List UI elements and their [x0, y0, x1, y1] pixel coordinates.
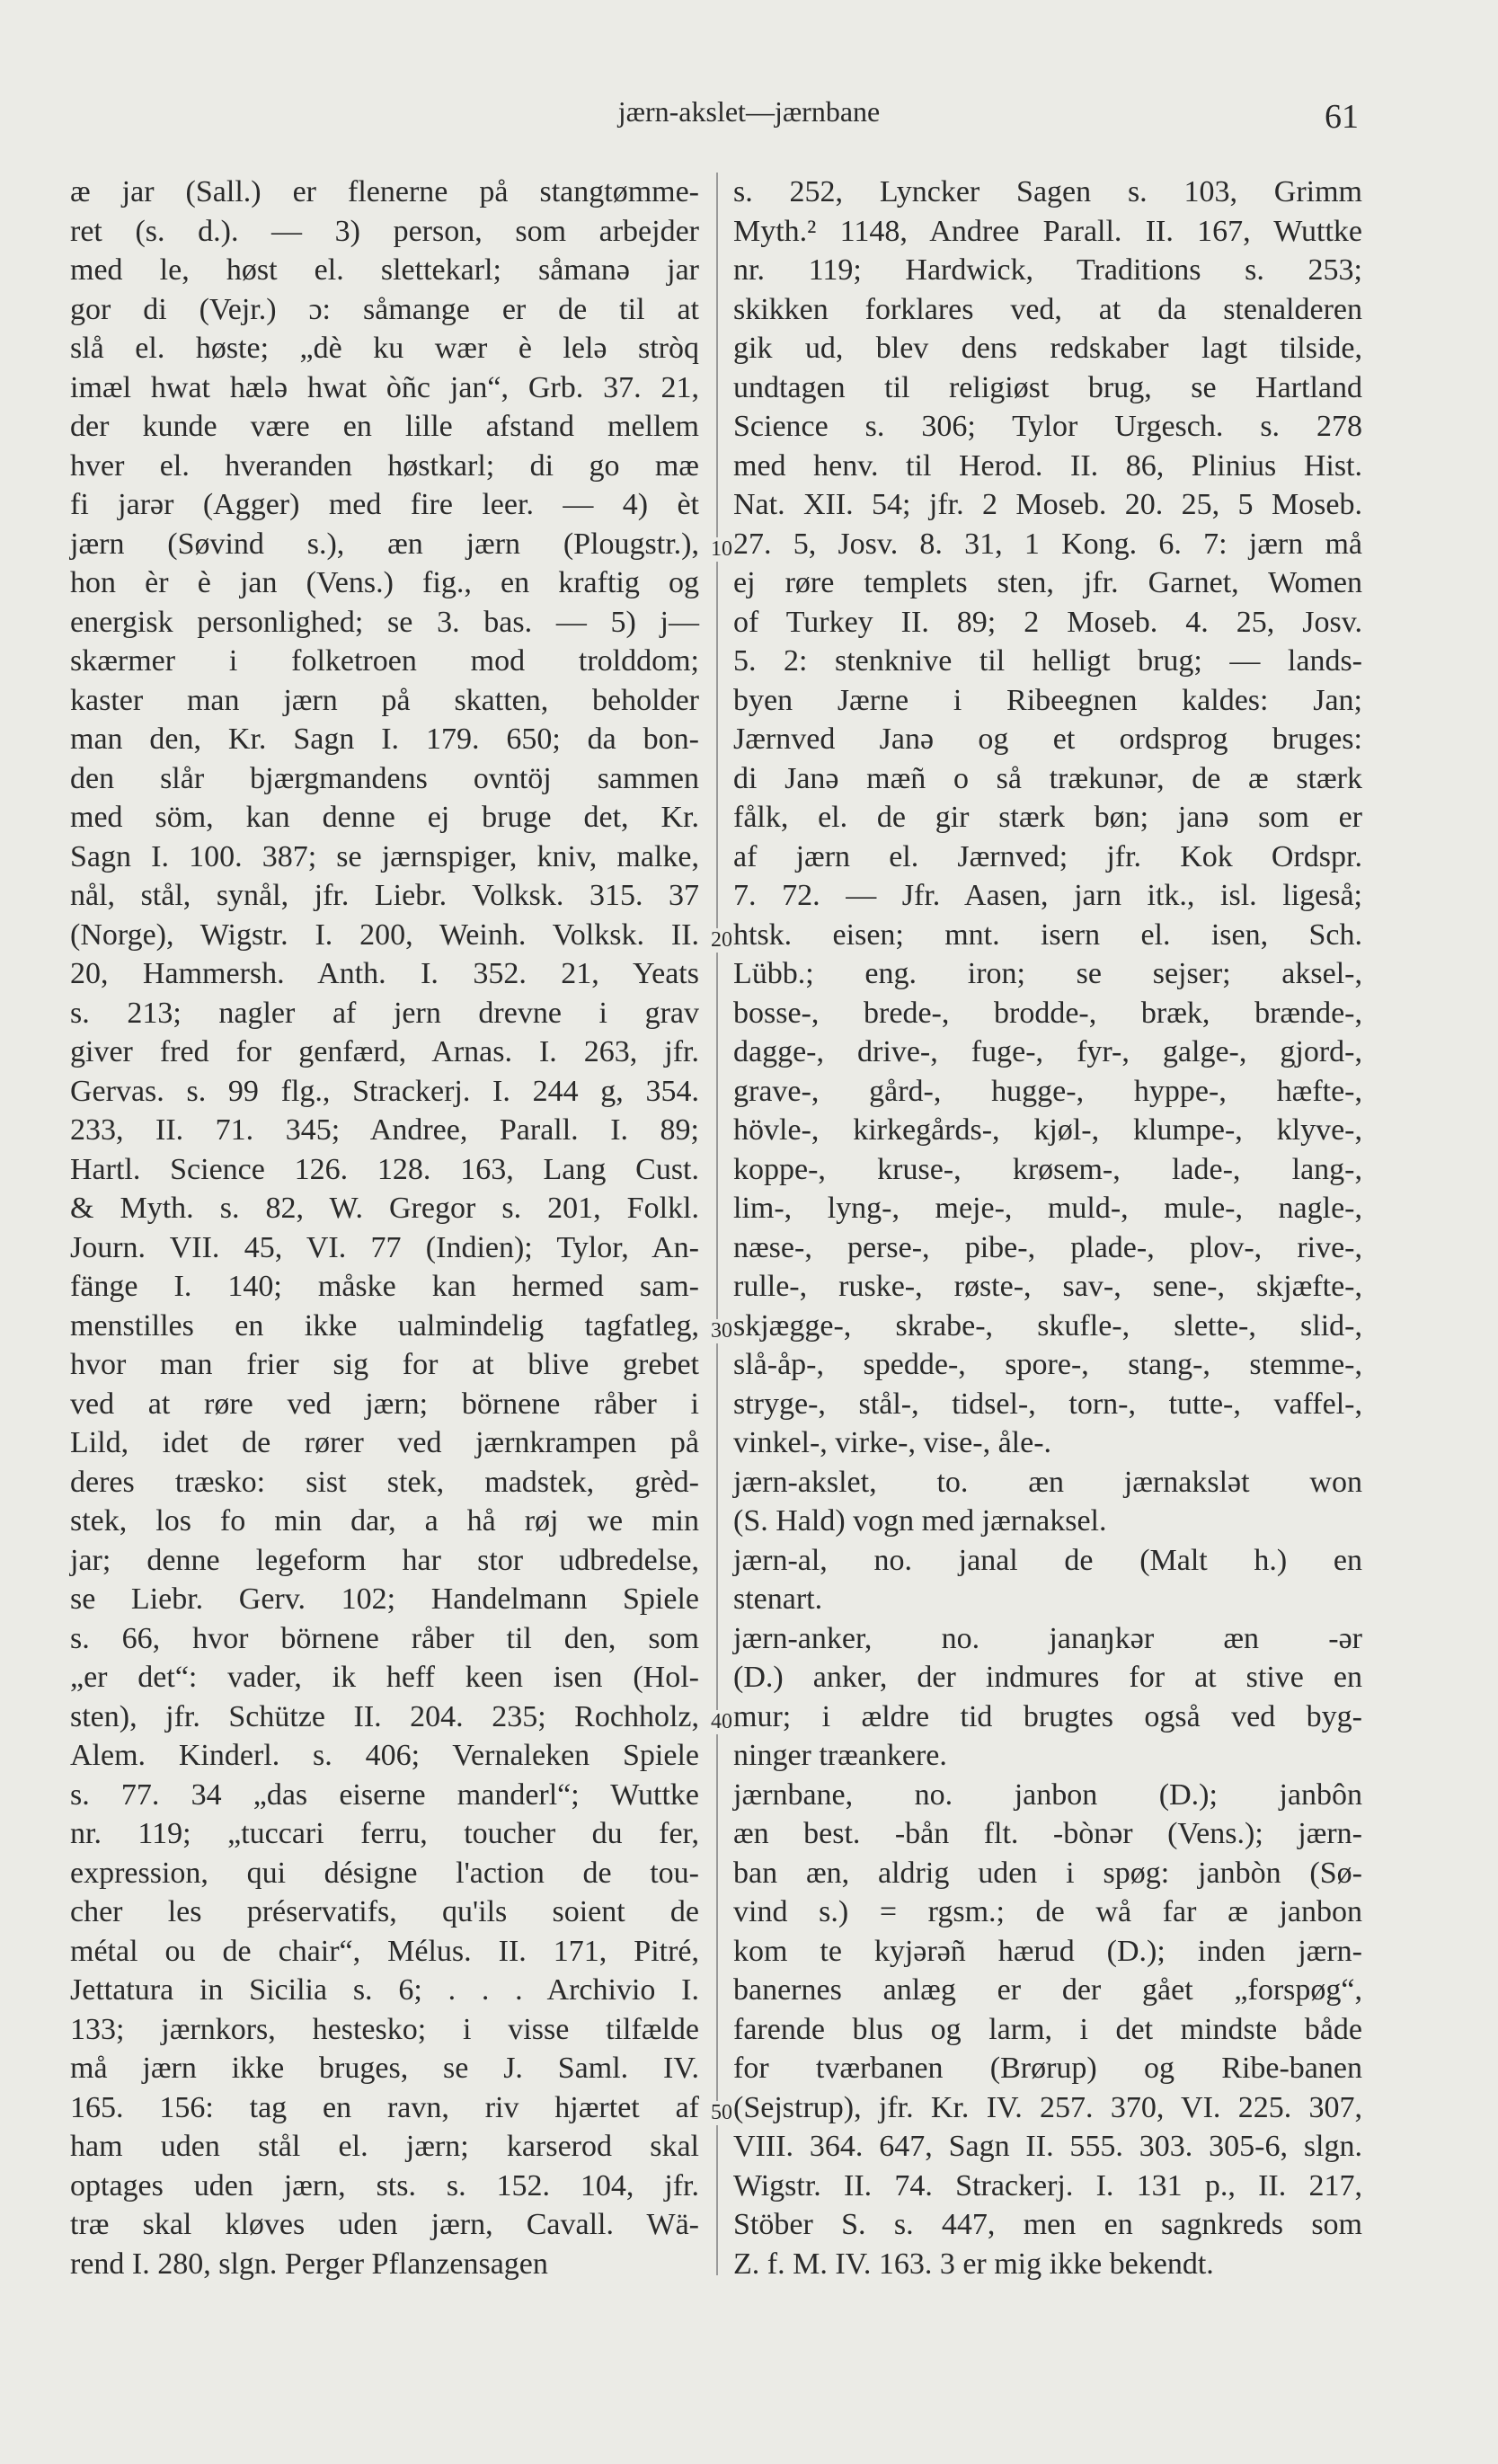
text-line: „er det“: vader, ik heff keen isen (Hol- [70, 1661, 699, 1694]
column-divider [716, 173, 718, 2275]
text-line: slå el. høste; „dè ku wær è lelə stròq [70, 332, 699, 365]
text-line: ej røre templets sten, jfr. Garnet, Women [733, 566, 1362, 599]
text-line: træ skal kløves uden jærn, Cavall. Wä- [70, 2208, 699, 2241]
text-line: gik ud, blev dens redskaber lagt tilside, [733, 332, 1362, 365]
text-line: s. 252, Lyncker Sagen s. 103, Grimm [733, 175, 1362, 208]
line-number: 30 [706, 1319, 737, 1343]
line-number: 50 [706, 2101, 737, 2125]
text-line: deres træsko: sist stek, madstek, grèd- [70, 1465, 699, 1499]
text-line: jærn-al, no. janal de (Malt h.) en [733, 1543, 1362, 1577]
text-line: hövle-, kirkegårds-, kjøl-, klumpe-, klyve-, [733, 1113, 1362, 1147]
text-line: rulle-, ruske-, røste-, sav-, sene-, skjæfte-, [733, 1270, 1362, 1303]
text-line: ham uden stål el. jærn; karserod skal [70, 2130, 699, 2163]
text-line: sten), jfr. Schütze II. 204. 235; Rochholz, [70, 1699, 699, 1733]
text-line: ret (s. d.). — 3) person, som arbejder [70, 214, 699, 248]
text-line: ninger træankere. [733, 1739, 947, 1772]
text-line: jærn-akslet, to. æn jærnakslət won [733, 1465, 1362, 1499]
text-line: Jettatura in Sicilia s. 6; . . . Archivio I. [70, 1973, 699, 2007]
text-line: der kunde være en lille afstand mellem [70, 410, 699, 443]
text-line: s. 213; nagler af jern drevne i grav [70, 996, 699, 1030]
text-line: jar; denne legeform har stor udbredelse, [70, 1543, 699, 1577]
text-line: hvor man frier sig for at blive grebet [70, 1348, 699, 1381]
text-line: kom te kyjərəñ hærud (D.); inden jærn- [733, 1934, 1362, 1968]
text-line: giver fred for genfærd, Arnas. I. 263, jfr. [70, 1035, 699, 1068]
text-line: cher les préservatifs, qu'ils soient de [70, 1895, 699, 1928]
text-line: & Myth. s. 82, W. Gregor s. 201, Folkl. [70, 1192, 699, 1225]
text-line: dagge-, drive-, fuge-, fyr-, galge-, gjord-, [733, 1035, 1362, 1068]
text-line: med le, høst el. slettekarl; såmanə jar [70, 253, 699, 287]
text-line: banernes anlæg er der gået „forspøg“, [733, 1973, 1362, 2007]
text-line: koppe-, kruse-, krøsem-, lade-, lang-, [733, 1152, 1362, 1186]
text-line: hon èr è jan (Vens.) fig., en kraftig og [70, 566, 699, 599]
text-line: 5. 2: stenknive til helligt brug; — lands- [733, 644, 1362, 678]
text-line: stryge-, stål-, tidsel-, torn-, tutte-, vaffel-, [733, 1387, 1362, 1421]
text-line: farende blus og larm, i det mindste både [733, 2012, 1362, 2046]
text-line: Stöber S. s. 447, men en sagnkreds som [733, 2208, 1362, 2241]
page-header [0, 86, 1498, 140]
text-line: æn best. -bån flt. -bònər (Vens.); jærn- [733, 1817, 1362, 1850]
running-head: jærn-akslet—jærnbane [617, 95, 881, 128]
text-line: (Sejstrup), jfr. Kr. IV. 257. 370, VI. 225. 307, [733, 2090, 1362, 2124]
text-line: fi jarər (Agger) med fire leer. — 4) èt [70, 488, 699, 521]
text-line: undtagen til religiøst brug, se Hartland [733, 370, 1362, 404]
text-line: skjægge-, skrabe-, skufle-, slette-, slid-, [733, 1308, 1362, 1343]
page-number: 61 [1325, 98, 1359, 136]
text-line: 233, II. 71. 345; Andree, Parall. I. 89; [70, 1113, 699, 1147]
text-line: slå-åp-, spedde-, spore-, stang-, stemme-, [733, 1348, 1362, 1381]
text-line: ban æn, aldrig uden i spøg: janbòn (Sø- [733, 1856, 1362, 1890]
text-line: nål, stål, synål, jfr. Liebr. Volksk. 315. 37 [70, 879, 699, 912]
text-line: Jærnved Janə og et ordsprog bruges: [733, 722, 1362, 756]
text-line: mur; i ældre tid brugtes også ved byg- [733, 1699, 1362, 1733]
text-line: vind s.) = rgsm.; de wå far æ janbon [733, 1895, 1362, 1928]
text-line: (S. Hald) vogn med jærnaksel. [733, 1504, 1107, 1538]
text-line: Myth.² 1148, Andree Parall. II. 167, Wuttke [733, 214, 1362, 248]
text-line: Hartl. Science 126. 128. 163, Lang Cust. [70, 1152, 699, 1186]
text-line: vinkel-, virke-, vise-, åle-. [733, 1426, 1052, 1459]
line-number: 40 [706, 1710, 737, 1734]
text-line: for tværbanen (Brørup) og Ribe-banen [733, 2052, 1362, 2085]
text-line: Lild, idet de rører ved jærnkrampen på [70, 1426, 699, 1459]
text-line: må jærn ikke bruges, se J. Saml. IV. [70, 2052, 699, 2085]
text-line: rend I. 280, slgn. Perger Pflanzensagen [70, 2247, 548, 2281]
text-line: æ jar (Sall.) er flenerne på stangtømme- [70, 175, 699, 208]
text-line: htsk. eisen; mnt. isern el. isen, Sch. [733, 917, 1362, 952]
text-line: fålk, el. de gir stærk bøn; janə som er [733, 801, 1362, 834]
text-line: s. 66, hvor börnene råber til den, som [70, 1621, 699, 1655]
text-line: of Turkey II. 89; 2 Moseb. 4. 25, Josv. [733, 605, 1362, 639]
text-line: Alem. Kinderl. s. 406; Vernaleken Spiele [70, 1739, 699, 1772]
text-line: stek, los fo min dar, a hå røj we min [70, 1504, 699, 1538]
text-line: métal ou de chair“, Mélus. II. 171, Pitré, [70, 1934, 699, 1968]
text-line: 165. 156: tag en ravn, riv hjærtet af [70, 2090, 699, 2124]
text-line: næse-, perse-, pibe-, plade-, plov-, rive-, [733, 1230, 1362, 1264]
text-line: hver el. hveranden høstkarl; di go mæ [70, 448, 699, 483]
text-line: (D.) anker, der indmures for at stive en [733, 1661, 1362, 1694]
text-line: Lübb.; eng. iron; se sejser; aksel-, [733, 957, 1362, 990]
text-line: se Liebr. Gerv. 102; Handelmann Spiele [70, 1582, 699, 1616]
text-line: kaster man jærn på skatten, beholder [70, 683, 699, 717]
text-line: af jærn el. Jærnved; jfr. Kok Ordspr. [733, 839, 1362, 873]
text-line: lim-, lyng-, meje-, muld-, mule-, nagle-, [733, 1192, 1362, 1225]
text-line: Wigstr. II. 74. Strackerj. I. 131 p., II. 217, [733, 2168, 1362, 2203]
text-line: (Norge), Wigstr. I. 200, Weinh. Volksk. II. [70, 917, 699, 952]
text-line: energisk personlighed; se 3. bas. — 5) j— [70, 605, 699, 639]
text-line: s. 77. 34 „das eiserne manderl“; Wuttke [70, 1777, 699, 1812]
text-line: gor di (Vejr.) ɔ: såmange er de til at [70, 292, 699, 326]
text-line: nr. 119; Hardwick, Traditions s. 253; [733, 253, 1362, 287]
text-line: di Janə mæñ o så trækunər, de æ stærk [733, 761, 1362, 795]
text-line: skærmer i folketroen mod trolddom; [70, 644, 699, 678]
text-line: byen Jærne i Ribeegnen kaldes: Jan; [733, 683, 1362, 717]
text-line: optages uden jærn, sts. s. 152. 104, jfr. [70, 2168, 699, 2203]
text-line: Z. f. M. IV. 163. 3 er mig ikke bekendt. [733, 2247, 1214, 2281]
text-line: 20, Hammersh. Anth. I. 352. 21, Yeats [70, 957, 699, 990]
text-line: skikken forklares ved, at da stenalderen [733, 292, 1362, 326]
text-line: Journ. VII. 45, VI. 77 (Indien); Tylor, An- [70, 1230, 699, 1264]
text-line: med söm, kan denne ej bruge det, Kr. [70, 801, 699, 834]
text-line: 133; jærnkors, hestesko; i visse tilfælde [70, 2012, 699, 2046]
text-line: Sagn I. 100. 387; se jærnspiger, kniv, malke, [70, 839, 699, 873]
text-line: grave-, gård-, hugge-, hyppe-, hæfte-, [733, 1074, 1362, 1108]
text-line: den slår bjærgmandens ovntöj sammen [70, 761, 699, 795]
text-line: nr. 119; „tuccari ferru, toucher du fer, [70, 1817, 699, 1850]
text-line: fänge I. 140; måske kan hermed sam- [70, 1270, 699, 1303]
text-line: jærnbane, no. janbon (D.); janbôn [733, 1777, 1362, 1812]
text-line: imæl hwat hælə hwat òñc jan“, Grb. 37. 21, [70, 370, 699, 404]
line-number: 10 [706, 537, 737, 562]
text-line: bosse-, brede-, brodde-, bræk, brænde-, [733, 996, 1362, 1030]
line-number: 20 [706, 928, 737, 953]
text-line: Gervas. s. 99 flg., Strackerj. I. 244 g, 354. [70, 1074, 699, 1108]
text-line: Nat. XII. 54; jfr. 2 Moseb. 20. 25, 5 Moseb. [733, 488, 1362, 521]
text-line: man den, Kr. Sagn I. 179. 650; da bon- [70, 722, 699, 756]
text-line: jærn-anker, no. janaŋkər æn -ər [733, 1621, 1362, 1655]
text-line: menstilles en ikke ualmindelig tagfatleg, [70, 1308, 699, 1343]
text-line: Science s. 306; Tylor Urgesch. s. 278 [733, 410, 1362, 443]
text-line: stenart. [733, 1582, 823, 1616]
text-line: expression, qui désigne l'action de tou- [70, 1856, 699, 1890]
text-line: ved at røre ved jærn; börnene råber i [70, 1387, 699, 1421]
text-line: jærn (Søvind s.), æn jærn (Plougstr.), [70, 527, 699, 561]
right-column [733, 173, 1362, 2283]
text-line: 27. 5, Josv. 8. 31, 1 Kong. 6. 7: jærn må [733, 527, 1362, 561]
left-column [70, 173, 699, 2283]
text-line: med henv. til Herod. II. 86, Plinius Hist. [733, 448, 1362, 483]
text-line: VIII. 364. 647, Sagn II. 555. 303. 305-6, slgn. [733, 2130, 1362, 2163]
text-line: 7. 72. — Jfr. Aasen, jarn itk., isl. ligeså; [733, 879, 1362, 912]
